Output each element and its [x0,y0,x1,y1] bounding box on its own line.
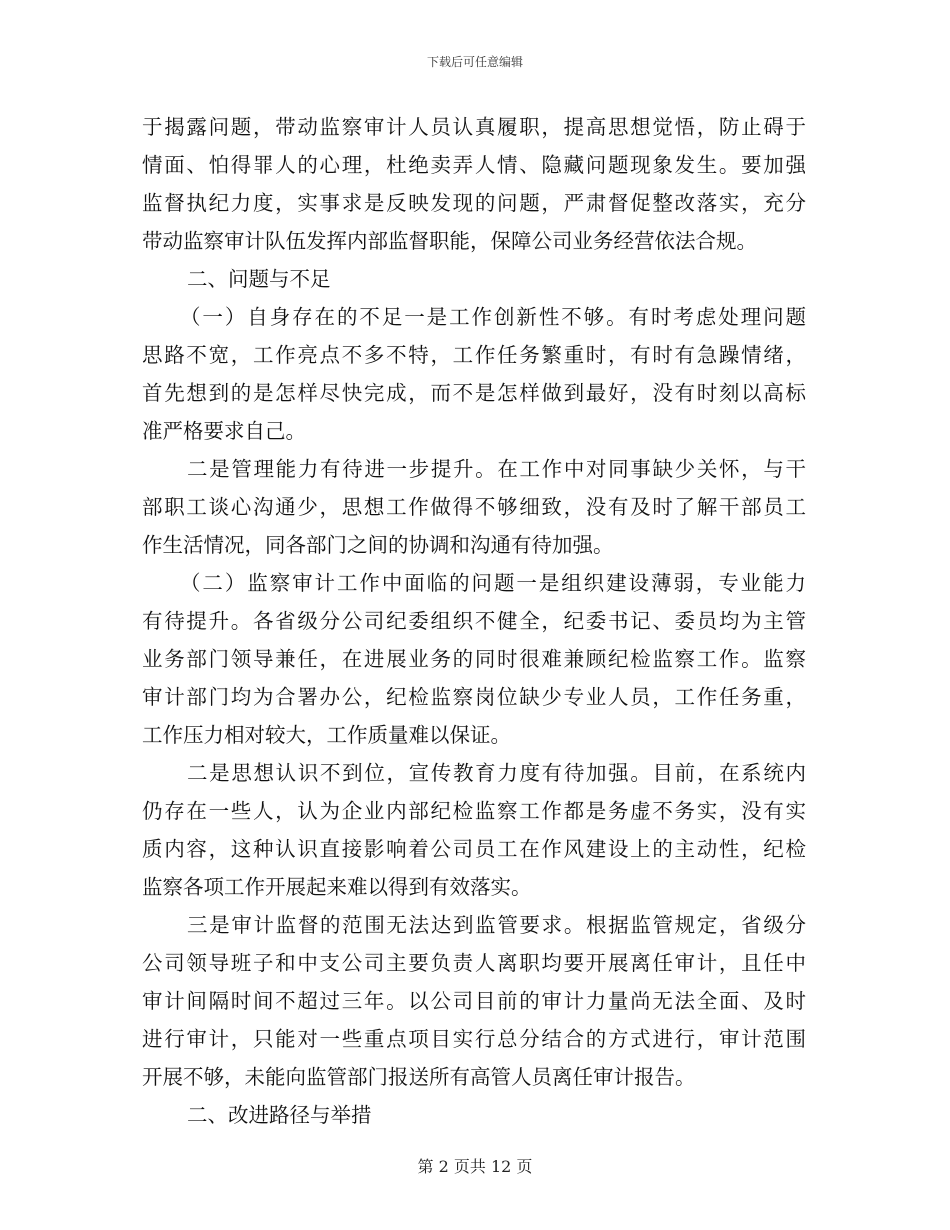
body-line: 二是思想认识不到位，宣传教育力度有待加强。目前，在系统内 [187,761,806,785]
body-line: 情面、怕得罪人的心理，杜绝卖弄人情、隐藏问题现象发生。要加强 [142,153,806,177]
body-line: 业务部门领导兼任，在进展业务的同时很难兼顾纪检监察工作。监察 [142,647,806,671]
body-line: 二是管理能力有待进一步提升。在工作中对同事缺少关怀，与干 [187,457,806,481]
body-line: 监督执纪力度，实事求是反映发现的问题，严肃督促整改落实，充分 [142,191,806,215]
body-line: 部职工谈心沟通少，思想工作做得不够细致，没有及时了解干部员工 [142,495,806,519]
body-line: 开展不够，未能向监管部门报送所有高管人员离任审计报告。 [142,1065,696,1089]
body-line: 思路不宽，工作亮点不多不特，工作任务繁重时，有时有急躁情绪， [142,343,806,367]
body-line: 三是审计监督的范围无法达到监管要求。根据监管规定，省级分 [187,913,806,937]
section-heading: 二、问题与不足 [187,267,331,291]
body-line: 工作压力相对较大，工作质量难以保证。 [142,723,511,747]
page-header-note: 下载后可任意编辑 [426,55,523,69]
section-heading: 二、改进路径与举措 [187,1103,372,1127]
body-line: 公司领导班子和中支公司主要负责人离职均要开展离任审计，且任中 [142,951,806,975]
body-line: 首先想到的是怎样尽快完成，而不是怎样做到最好，没有时刻以高标 [142,381,806,405]
body-line: 准严格要求自己。 [142,419,306,443]
body-line: 仍存在一些人，认为企业内部纪检监察工作都是务虚不务实，没有实 [142,799,806,823]
body-line: 质内容，这种认识直接影响着公司员工在作风建设上的主动性，纪检 [142,837,806,861]
body-line: 审计间隔时间不超过三年。以公司目前的审计力量尚无法全面、及时 [142,989,806,1013]
document-body [142,108,806,1134]
body-line: 监察各项工作开展起来难以得到有效落实。 [142,875,532,899]
body-line: （一）自身存在的不足一是工作创新性不够。有时考虑处理问题 [180,305,806,329]
page-number: 第 2 页共 12 页 [417,1157,533,1176]
body-line: （二）监察审计工作中面临的问题一是组织建设薄弱，专业能力 [180,571,806,595]
body-line: 带动监察审计队伍发挥内部监督职能，保障公司业务经营依法合规。 [142,229,757,253]
body-line: 有待提升。各省级分公司纪委组织不健全，纪委书记、委员均为主管 [142,609,806,633]
body-line: 作生活情况，同各部门之间的协调和沟通有待加强。 [142,533,614,557]
body-line: 于揭露问题，带动监察审计人员认真履职，提高思想觉悟，防止碍于 [142,115,806,139]
body-line: 进行审计，只能对一些重点项目实行总分结合的方式进行，审计范围 [142,1027,806,1051]
body-line: 审计部门均为合署办公，纪检监察岗位缺少专业人员，工作任务重， [142,685,806,709]
